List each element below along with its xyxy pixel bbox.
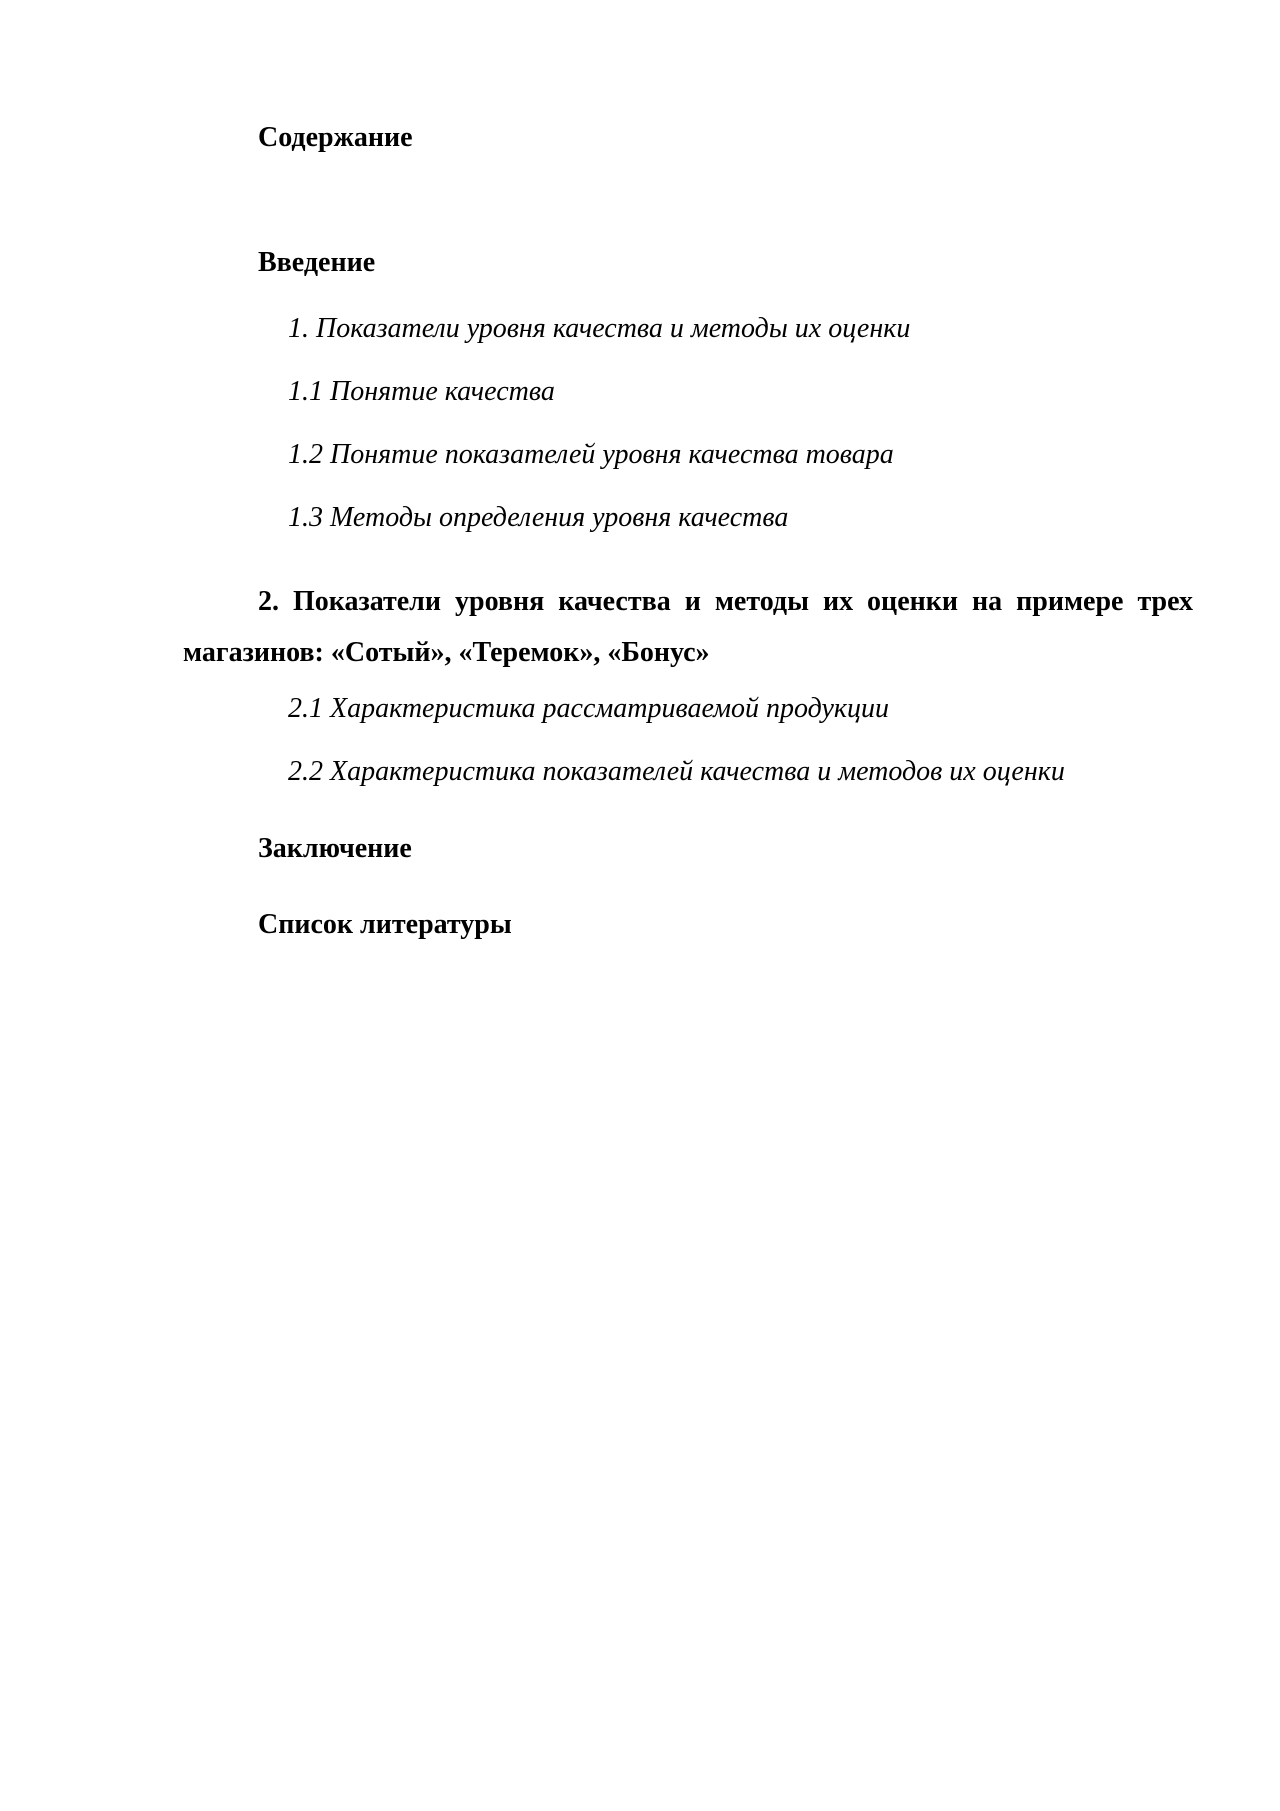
toc-item-introduction: Введение [258,247,376,278]
toc-item-conclusion: Заключение [258,833,412,864]
toc-item-section-1-2: 1.2 Понятие показателей уровня качества товара [288,439,894,470]
toc-item-section-2-2: 2.2 Характеристика показателей качества и методов их оценки [288,756,1065,787]
toc-item-section-2: 2. Показатели уровня качества и методы их оценки на примере трех магазинов: «Сотый», «Теремок», «Бонус» [183,586,1193,668]
toc-item-section-1-3: 1.3 Методы определения уровня качества [288,502,789,533]
toc-item-references: Список литературы [258,909,512,940]
toc-item-section-1: 1. Показатели уровня качества и методы их оценки [288,313,911,344]
toc-item-section-2-1: 2.1 Характеристика рассматриваемой продукции [288,693,889,724]
page-title: Содержание [258,122,413,153]
toc-item-section-1-1: 1.1 Понятие качества [288,376,555,407]
